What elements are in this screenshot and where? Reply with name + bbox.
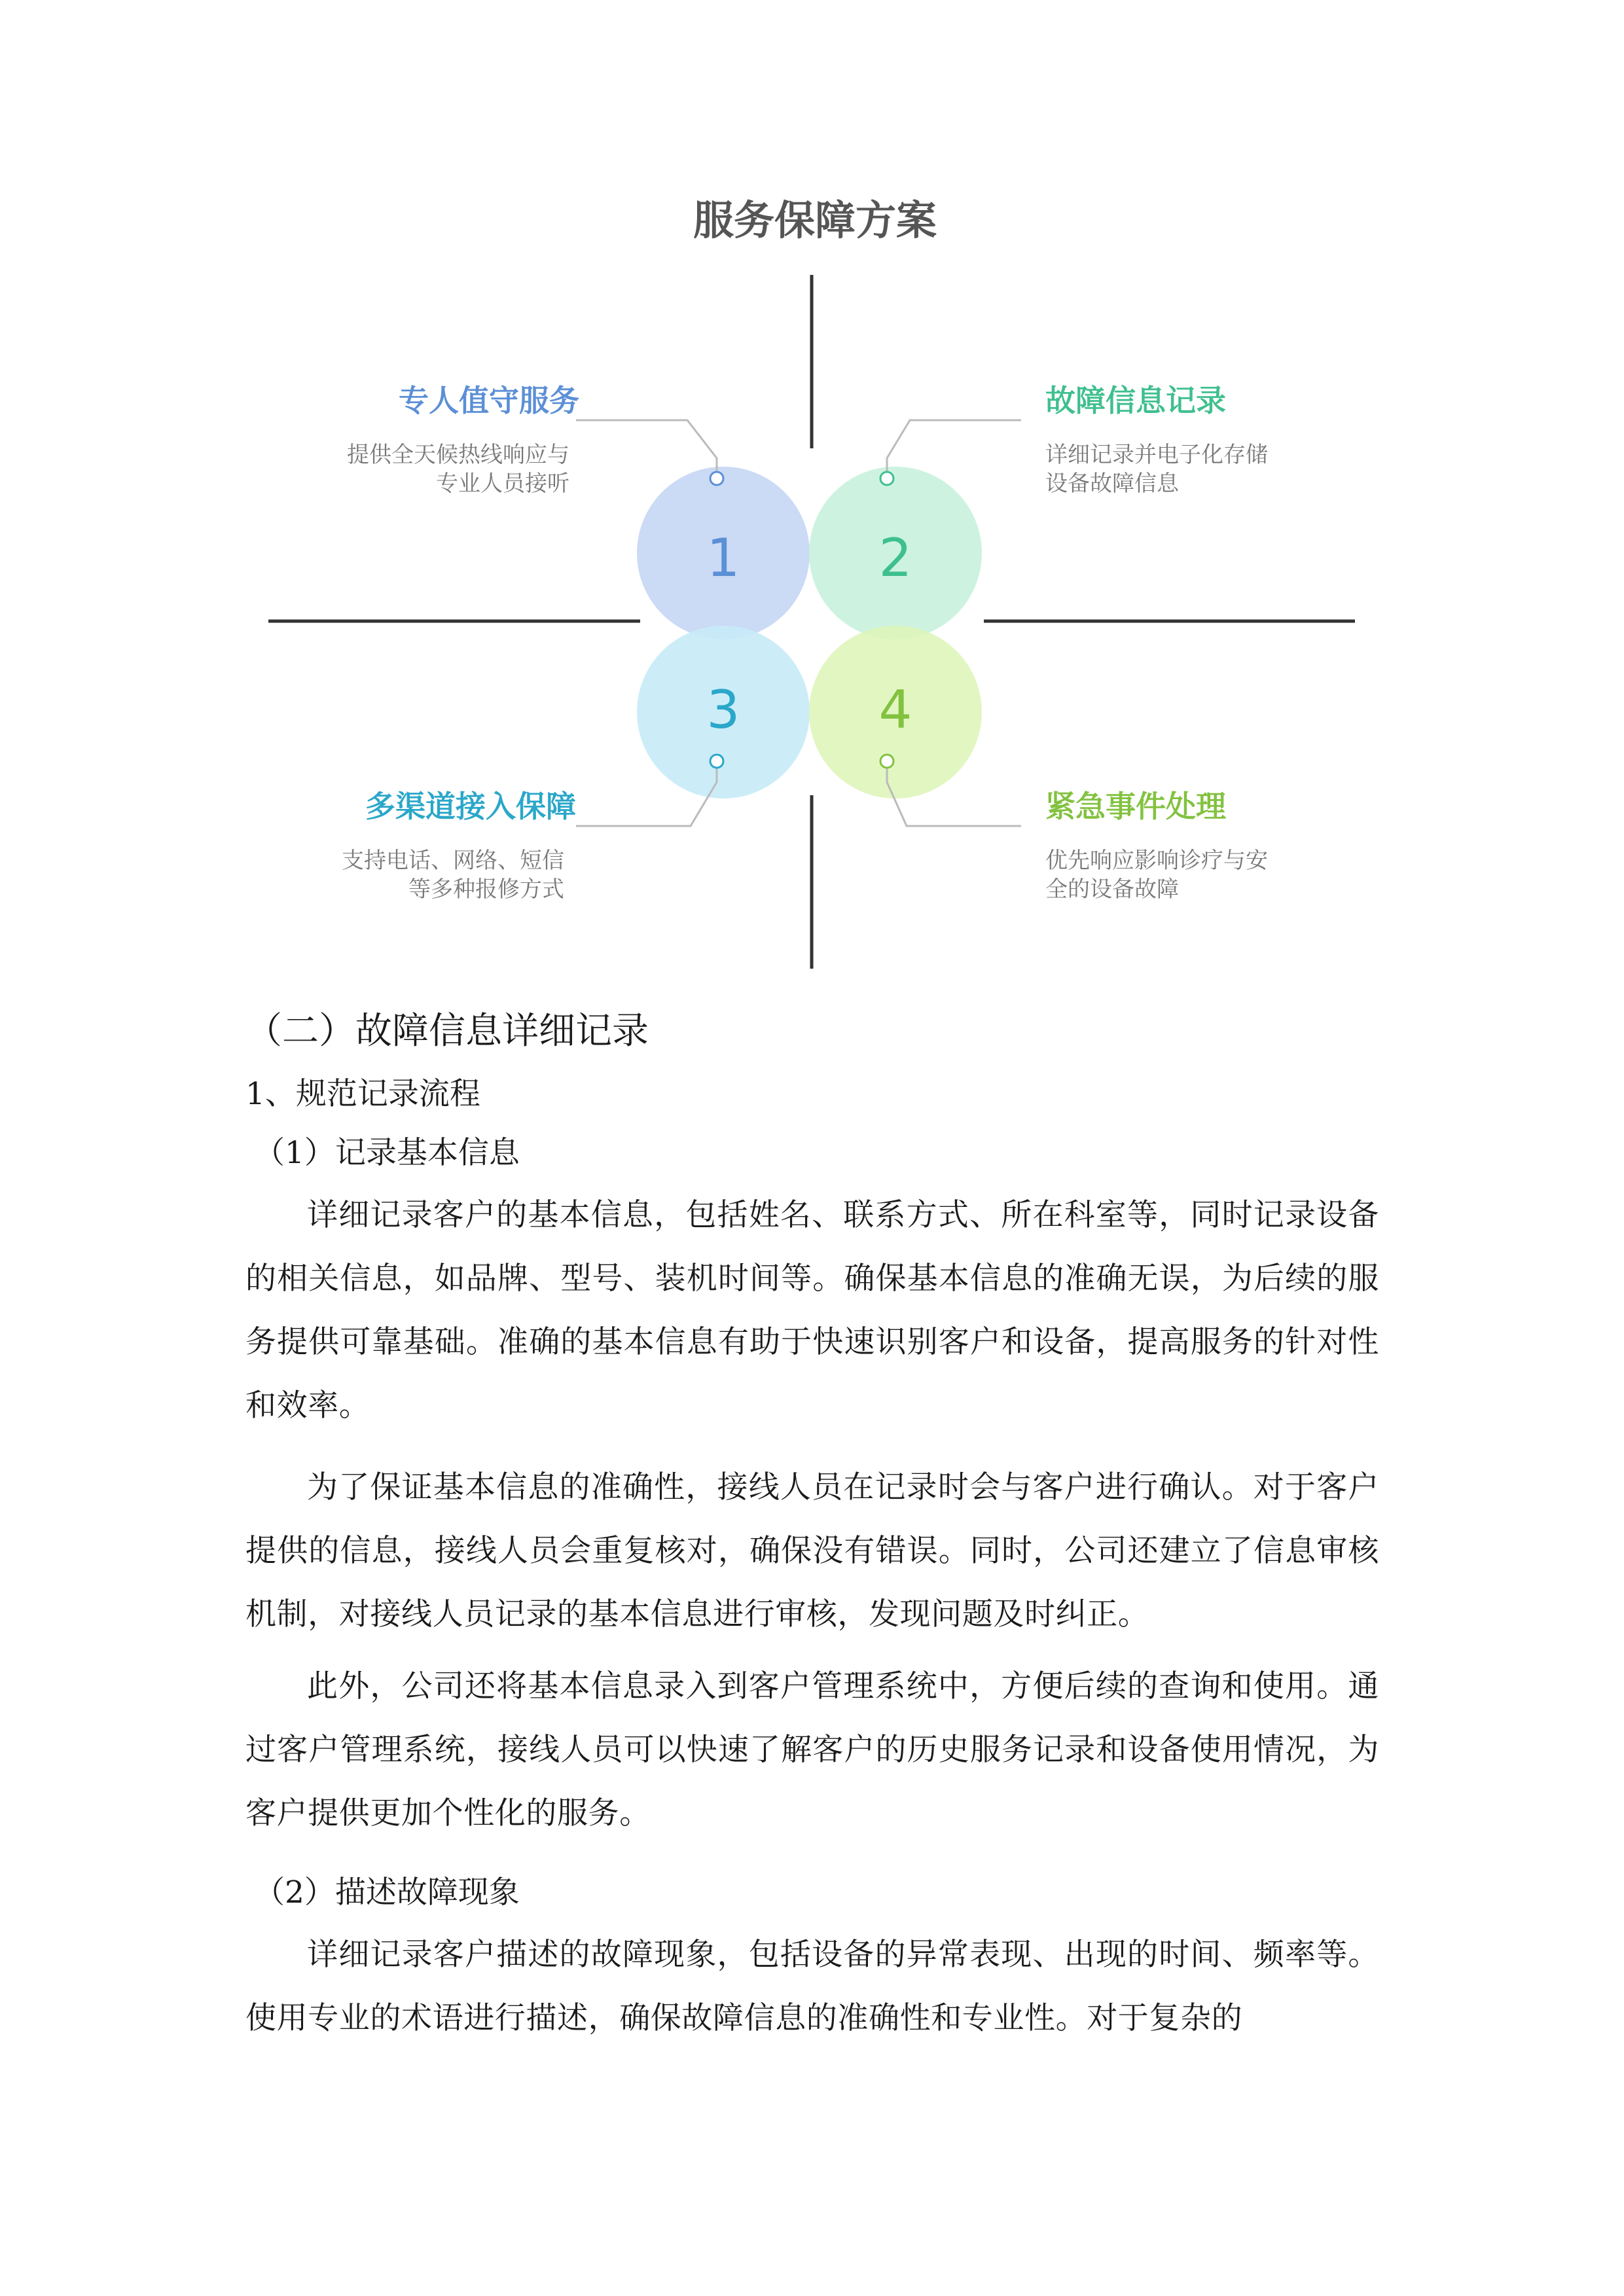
circle-3-number: 3 [706, 679, 740, 740]
item-1-desc-line2: 专业人员接听 [436, 471, 569, 497]
item-2-desc-line2: 设备故障信息 [1045, 471, 1179, 497]
subsection-heading: 1、规范记录流程 [245, 1076, 480, 1112]
diagram-title: 服务保障方案 [693, 196, 937, 244]
paragraph-fault-description: 详细记录客户描述的故障现象，包括设备的异常表现、出现的时间、频率等。使用专业的术语进行描述，确保故障信息的准确性和专业性。对于复杂的 [245, 1937, 1379, 2036]
item-3-desc-line2: 等多种报修方式 [408, 876, 564, 903]
item-1-heading: 专人值守服务 [399, 383, 579, 418]
service-guarantee-diagram [0, 0, 1624, 995]
paragraph-verification: 为了保证基本信息的准确性，接线人员在记录时会与客户进行确认。对于客户提供的信息，接线人员会重复核对，确保没有错误。同时，公司还建立了信息审核机制，对接线人员记录的基本信息进行审核，发现问题及时纠正。 [245, 1469, 1379, 1632]
item-4-desc-line2: 全的设备故障 [1045, 876, 1179, 903]
item-1-heading-text: （1）记录基本信息 [254, 1135, 520, 1171]
item-4-heading: 紧急事件处理 [1045, 789, 1226, 824]
circle-2-number: 2 [878, 528, 912, 588]
item-2-heading: 故障信息记录 [1045, 383, 1226, 418]
item-4-desc-line1: 优先响应影响诊疗与安 [1045, 848, 1268, 874]
circle-1-number: 1 [706, 528, 740, 588]
item-2-desc-line1: 详细记录并电子化存储 [1045, 442, 1268, 468]
item-3-desc-line1: 支持电话、网络、短信 [342, 848, 564, 874]
paragraph-basic-info: 详细记录客户的基本信息，包括姓名、联系方式、所在科室等，同时记录设备的相关信息，如品牌、型号、装机时间等。确保基本信息的准确无误，为后续的服务提供可靠基础。准确的基本信息有助于快速识别客户和设备，提高服务的针对性和效率。 [245, 1197, 1379, 1424]
item-1-desc-line1: 提供全天候热线响应与 [347, 442, 569, 468]
item-2-heading-text: （2）描述故障现象 [254, 1874, 520, 1910]
item-3-heading: 多渠道接入保障 [365, 789, 576, 824]
circle-4-number: 4 [878, 679, 912, 740]
paragraph-crm-system: 此外，公司还将基本信息录入到客户管理系统中，方便后续的查询和使用。通过客户管理系统，接线人员可以快速了解客户的历史服务记录和设备使用情况，为客户提供更加个性化的服务。 [245, 1668, 1379, 1831]
section-heading: （二）故障信息详细记录 [245, 1010, 649, 1052]
